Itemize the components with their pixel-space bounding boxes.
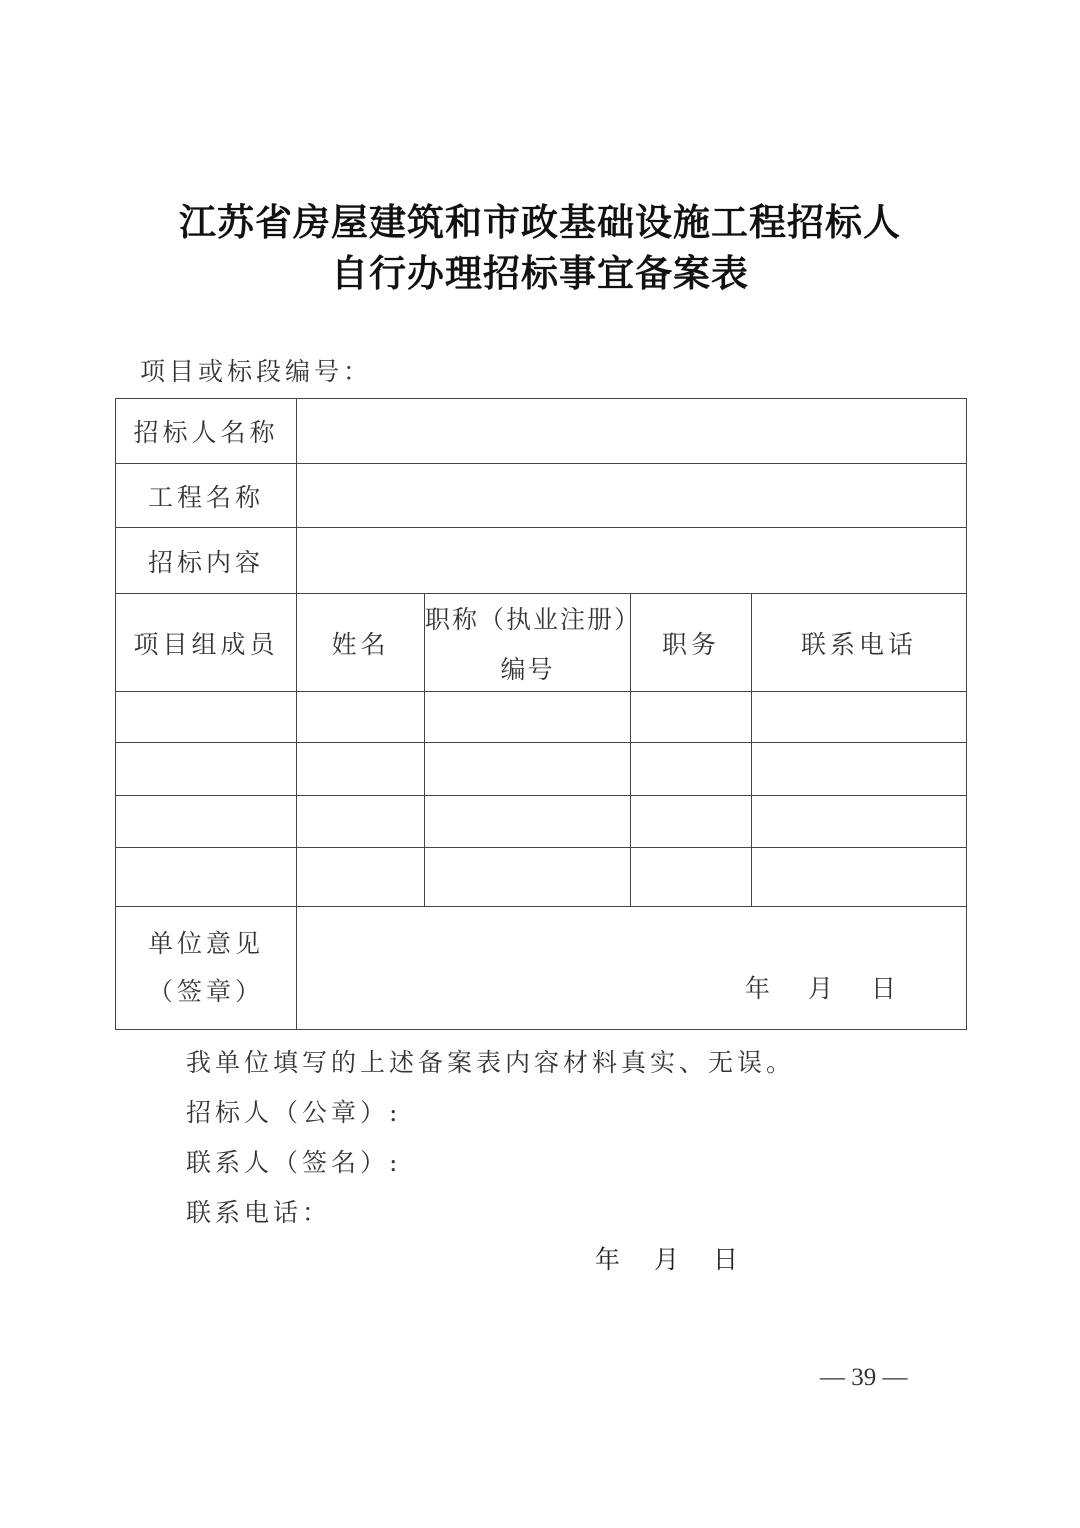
opinion-date-year: 年 <box>744 974 774 1003</box>
title-number-header-line1: 职称（执业注册） <box>425 604 642 634</box>
member-title-cell[interactable] <box>425 848 631 907</box>
unit-opinion-label-line2: （签章） <box>147 977 264 1006</box>
members-header-row <box>116 594 967 692</box>
member-title-cell[interactable] <box>425 692 631 743</box>
member-name-cell[interactable] <box>297 743 425 796</box>
member-cell[interactable] <box>116 692 297 743</box>
member-row <box>116 848 967 907</box>
unit-opinion-field[interactable] <box>297 907 967 1030</box>
unit-opinion-label-line1: 单位意见 <box>147 929 264 958</box>
project-name-label: 工程名称 <box>116 464 297 528</box>
name-header: 姓名 <box>297 594 425 692</box>
contact-phone-label: 联系电话： <box>186 1198 332 1227</box>
contact-signature-label: 联系人（签名）: <box>186 1148 402 1177</box>
member-position-cell[interactable] <box>631 692 752 743</box>
member-title-cell[interactable] <box>425 743 631 796</box>
bottom-date <box>595 1240 772 1276</box>
opinion-date-month: 月 <box>807 974 837 1003</box>
opinion-date <box>745 969 900 1005</box>
statement-text: 我单位填写的上述备案表内容材料真实、无误。 <box>186 1048 796 1077</box>
unit-opinion-row <box>116 907 967 1030</box>
member-row <box>116 692 967 743</box>
member-cell[interactable] <box>116 743 297 796</box>
unit-opinion-label <box>116 907 297 1030</box>
bottom-date-month: 月 <box>654 1245 684 1274</box>
member-title-cell[interactable] <box>425 796 631 848</box>
project-number-label: 项目或标段编号： <box>140 357 373 386</box>
tenderer-seal-label: 招标人（公章）: <box>186 1098 402 1127</box>
tender-content-field[interactable] <box>297 528 967 594</box>
opinion-date-day: 日 <box>870 974 900 1003</box>
member-phone-cell[interactable] <box>752 848 967 907</box>
member-phone-cell[interactable] <box>752 743 967 796</box>
member-phone-cell[interactable] <box>752 796 967 848</box>
member-name-cell[interactable] <box>297 848 425 907</box>
tenderer-name-field[interactable] <box>297 399 967 464</box>
member-name-cell[interactable] <box>297 796 425 848</box>
page-number: — 39 — <box>820 1364 908 1391</box>
bottom-date-year: 年 <box>595 1245 625 1274</box>
project-name-row <box>116 464 967 528</box>
member-name-cell[interactable] <box>297 692 425 743</box>
tenderer-name-row <box>116 399 967 464</box>
title-number-header-line2: 编号 <box>500 654 555 684</box>
tenderer-name-label: 招标人名称 <box>116 399 297 464</box>
title-number-header <box>425 594 642 692</box>
tender-content-row <box>116 528 967 594</box>
member-cell[interactable] <box>116 796 297 848</box>
bottom-date-day: 日 <box>713 1245 743 1274</box>
form-title-line1: 江苏省房屋建筑和市政基础设施工程招标人 <box>179 200 901 244</box>
position-header: 职务 <box>631 594 752 692</box>
members-header-label: 项目组成员 <box>116 594 297 692</box>
project-name-field[interactable] <box>297 464 967 528</box>
form-title-line2: 自行办理招标事宜备案表 <box>331 251 749 295</box>
phone-header: 联系电话 <box>752 594 967 692</box>
filing-form-table <box>115 398 967 1030</box>
member-cell[interactable] <box>116 848 297 907</box>
tender-content-label: 招标内容 <box>116 528 297 594</box>
member-position-cell[interactable] <box>631 796 752 848</box>
member-row <box>116 796 967 848</box>
member-position-cell[interactable] <box>631 743 752 796</box>
member-phone-cell[interactable] <box>752 692 967 743</box>
member-row <box>116 743 967 796</box>
member-position-cell[interactable] <box>631 848 752 907</box>
